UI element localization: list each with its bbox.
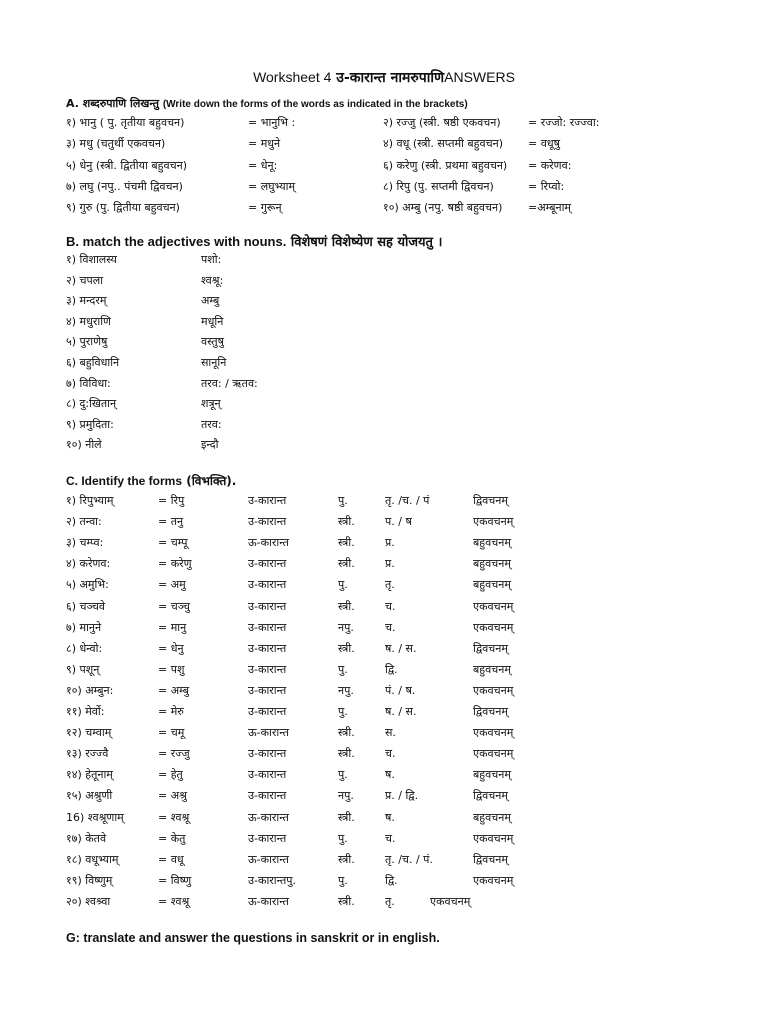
section-a-question-left: ७) लघु (नपु.. पंचमी द्विवचन) [66, 179, 183, 193]
stem-cell: = हेतु [158, 768, 183, 782]
adjective: १) विशालस्य [66, 253, 117, 266]
form-cell: १४) हेतूनाम् [66, 768, 113, 782]
stem-cell: = श्वश्रू [158, 810, 190, 824]
section-a-row [0, 134, 768, 154]
form-cell: १५) अश्रुणी [66, 789, 113, 803]
section-c-row [66, 786, 666, 806]
form-cell: १०) अम्बुन: [66, 683, 114, 697]
noun: इन्दौ [201, 438, 219, 452]
gender-cell: पु. [338, 873, 348, 887]
section-c-row [66, 744, 666, 764]
form-cell: १२) चम्वाम् [66, 726, 112, 740]
stem-cell: = श्वश्रू [158, 894, 190, 908]
section-a-answer-left: = गुरून् [248, 201, 282, 215]
number-cell: द्विवचनम् [473, 494, 508, 507]
vibhakti-cell: तृ. [385, 578, 395, 592]
noun: अम्बु [201, 294, 220, 308]
gender-cell: स्त्री. [338, 747, 355, 761]
section-a-heading-hindi: A. शब्दरुपाणि लिखन्तु [66, 97, 159, 110]
form-cell: १) रिपुभ्याम् [66, 494, 114, 507]
section-a-question-right: ६) करेणु (स्त्री. प्रथमा बहुवचन) [383, 158, 508, 172]
section-b-row [66, 415, 666, 435]
section-a-answer-right: = रज्जो: रज्ज्वा: [528, 116, 600, 129]
section-a-heading [66, 96, 468, 111]
section-c-row [66, 554, 666, 574]
number-cell: द्विवचनम् [473, 852, 508, 866]
section-a-answer-right: = वधूषु [528, 137, 560, 151]
section-a-answer-left: = लघुभ्याम् [248, 179, 296, 193]
ending-type-cell: उ-कारान्त [248, 515, 287, 529]
section-c-row [66, 512, 666, 532]
gender-cell: पु. [338, 662, 348, 676]
section-c-row [66, 597, 666, 617]
section-c-row [66, 829, 666, 849]
section-a-question-left: ५) धेनु (स्त्री. द्वितीया बहुवचन) [66, 158, 187, 172]
gender-cell: पु. [338, 831, 348, 845]
gender-cell: स्त्री. [338, 536, 355, 550]
ending-type-cell: उ-कारान्तपु. [248, 873, 297, 887]
adjective: ८) दु:खितान् [66, 397, 117, 411]
number-cell: एकवचनम् [473, 620, 514, 634]
section-a-answer-left: = धेनू: [248, 158, 278, 172]
vibhakti-cell: च. [385, 599, 396, 613]
section-b-row [66, 353, 666, 373]
adjective: ७) विविधा: [66, 376, 111, 390]
vibhakti-cell: प्र. / द्वि. [385, 789, 419, 803]
gender-cell: नपु. [338, 789, 354, 803]
ending-type-cell: उ-कारान्त [248, 641, 287, 655]
section-c-row [66, 618, 666, 638]
adjective: १०) नीले [66, 438, 102, 452]
stem-cell: = अश्रु [158, 789, 187, 803]
number-cell: एकवचनम् [473, 683, 514, 697]
noun: पशो: [201, 253, 222, 266]
adjective: ९) प्रमुदिता: [66, 417, 114, 431]
number-cell: बहुवचनम् [473, 768, 511, 782]
gender-cell: पु. [338, 494, 348, 507]
section-b-row [66, 271, 666, 291]
adjective: ४) मधुराणि [66, 314, 112, 328]
number-cell: एकवचनम् [473, 726, 514, 740]
ending-type-cell: उ-कारान्त [248, 683, 287, 697]
number-cell: बहुवचनम् [473, 662, 511, 676]
noun: तरव: / ऋतव: [201, 376, 258, 390]
ending-type-cell: ऊ-कारान्त [248, 726, 289, 740]
section-a-question-left: ९) गुरु (पु. द्वितीया बहुवचन) [66, 201, 180, 215]
ending-type-cell: उ-कारान्त [248, 578, 287, 592]
form-cell: ८) धेन्वो: [66, 641, 103, 655]
stem-cell: = रज्जु [158, 747, 190, 761]
gender-cell: स्त्री. [338, 894, 355, 908]
number-cell: द्विवचनम् [473, 705, 508, 718]
title-topic: उ-कारान्त नामरुपाणि [336, 70, 445, 86]
vibhakti-cell: प. / ष [385, 515, 412, 529]
ending-type-cell: ऊ-कारान्त [248, 894, 289, 908]
section-b-heading-english: B. match the adjectives with nouns. [66, 234, 287, 249]
vibhakti-cell: ष. [385, 810, 395, 824]
section-b-row [66, 250, 666, 270]
section-c-heading-english: C. Identify the forms [66, 474, 183, 488]
noun: श्वश्रू: [201, 273, 224, 287]
stem-cell: = धेनु [158, 641, 184, 655]
noun: शत्रून् [201, 397, 221, 411]
section-b-row [66, 332, 666, 352]
stem-cell: = मेरु [158, 705, 184, 718]
number-cell: द्विवचनम् [473, 641, 508, 655]
section-c-row [66, 639, 666, 659]
vibhakti-cell: द्वि. [385, 873, 398, 887]
stem-cell: = तनु [158, 515, 184, 529]
form-cell: १९) विष्णुम् [66, 873, 113, 887]
section-c-row [66, 491, 666, 511]
number-cell: एकवचनम् [473, 515, 514, 529]
gender-cell: स्त्री. [338, 810, 355, 824]
form-cell: ९) पशून् [66, 662, 100, 676]
section-b-row [66, 435, 666, 455]
section-a-answer-right: = रिप्वो: [528, 179, 565, 193]
title-answers: ANSWERS [444, 69, 515, 85]
gender-cell: स्त्री. [338, 852, 355, 866]
vibhakti-cell: प्र. [385, 536, 395, 550]
stem-cell: = चम्पू [158, 536, 188, 550]
vibhakti-cell: तृ. [385, 894, 395, 908]
number-cell: बहुवचनम् [473, 557, 511, 571]
vibhakti-cell: द्वि. [385, 662, 398, 676]
section-a-question-right: २) रज्जु (स्त्री. षष्ठी एकवचन) [383, 116, 501, 129]
stem-cell: = पशु [158, 662, 185, 676]
section-b-heading [66, 232, 442, 250]
adjective: २) चपला [66, 273, 104, 287]
vibhakti-cell: स. [385, 726, 396, 740]
section-c-row [66, 575, 666, 595]
section-c-row [66, 892, 666, 912]
section-c-heading [66, 472, 236, 489]
form-cell: ४) करेणव: [66, 557, 111, 571]
number-cell: बहुवचनम् [473, 536, 511, 550]
ending-type-cell: उ-कारान्त [248, 599, 287, 613]
stem-cell: = अम्बु [158, 683, 189, 697]
section-c-row [66, 702, 666, 722]
number-cell: बहुवचनम् [473, 810, 511, 824]
section-b-row [66, 312, 666, 332]
stem-cell: = केतु [158, 831, 186, 845]
vibhakti-cell: तृ. /च. / पं [385, 494, 430, 507]
gender-cell: पु. [338, 578, 348, 592]
ending-type-cell: उ-कारान्त [248, 747, 287, 761]
section-a-row [0, 198, 768, 218]
section-a-row [0, 156, 768, 176]
gender-cell: स्त्री. [338, 599, 355, 613]
number-cell: एकवचनम् [473, 873, 514, 887]
ending-type-cell: ऊ-कारान्त [248, 536, 289, 550]
section-a-answer-right: =अम्बूनाम् [528, 201, 572, 215]
form-cell: २०) श्वश्र्वा [66, 894, 111, 908]
ending-type-cell: उ-कारान्त [248, 557, 287, 571]
gender-cell: नपु. [338, 620, 354, 634]
ending-type-cell: उ-कारान्त [248, 620, 287, 634]
vibhakti-cell: ष. / स. [385, 705, 417, 718]
section-b-heading-hindi: विशेषणं विशेष्येण सह योजयतु । [290, 235, 443, 250]
form-cell: ११) मेर्वो: [66, 705, 105, 718]
noun: सानूनि [201, 356, 227, 369]
form-cell: १३) रज्ज्वै [66, 747, 109, 761]
stem-cell: = मानु [158, 620, 187, 634]
section-c-heading-hindi: (विभक्ति). [186, 474, 237, 488]
ending-type-cell: उ-कारान्त [248, 831, 287, 845]
stem-cell: = चमू [158, 726, 185, 740]
form-cell: ७) मानुने [66, 620, 102, 634]
gender-cell: स्त्री. [338, 641, 355, 655]
section-a-row [0, 177, 768, 197]
section-a-answer-left: = भानुभि : [248, 116, 296, 129]
stem-cell: = रिपु [158, 494, 185, 507]
adjective: ३) मन्दरम् [66, 294, 107, 308]
section-b-row [66, 394, 666, 414]
form-cell: २) तन्वा: [66, 515, 102, 529]
section-a-question-left: ३) मधु (चतुर्थी एकवचन) [66, 137, 166, 151]
adjective: ५) पुराणेषु [66, 335, 108, 349]
number-cell: बहुवचनम् [473, 578, 511, 592]
gender-cell: पु. [338, 768, 348, 782]
number-cell: द्विवचनम् [473, 789, 508, 803]
section-c-row [66, 808, 666, 828]
section-a-row [0, 113, 768, 133]
stem-cell: = करेणु [158, 557, 192, 571]
stem-cell: = चञ्चु [158, 599, 191, 613]
noun: वस्तुषु [201, 335, 225, 349]
ending-type-cell: ऊ-कारान्त [248, 810, 289, 824]
form-cell: ६) चञ्चवे [66, 599, 105, 613]
ending-type-cell: उ-कारान्त [248, 768, 287, 782]
section-c-row [66, 681, 666, 701]
section-c-row [66, 723, 666, 743]
section-b-row [66, 374, 666, 394]
title-worksheet-number: Worksheet 4 [253, 69, 332, 85]
vibhakti-cell: तृ. /च. / पं. [385, 852, 433, 866]
section-a-answer-left: = मधुने [248, 137, 281, 151]
section-a-question-right: ८) रिपु (पु. सप्तमी द्विवचन) [383, 179, 494, 193]
ending-type-cell: उ-कारान्त [248, 705, 287, 718]
section-c-row [66, 533, 666, 553]
section-c-row [66, 765, 666, 785]
vibhakti-cell: च. [385, 620, 396, 634]
worksheet-title [0, 68, 768, 87]
ending-type-cell: उ-कारान्त [248, 789, 287, 803]
form-cell: १७) केतवे [66, 831, 107, 845]
ending-type-cell: उ-कारान्त [248, 662, 287, 676]
section-a-answer-right: = करेणव: [528, 158, 572, 172]
section-b-row [66, 291, 666, 311]
number-cell: एकवचनम् [473, 747, 514, 761]
form-cell: ५) अमुभि: [66, 578, 109, 592]
form-cell: 16) श्वश्रूणाम् [66, 810, 124, 824]
vibhakti-cell: ष. / स. [385, 641, 417, 655]
form-cell: ३) चम्प्व: [66, 536, 104, 550]
section-g-heading: G: translate and answer the questions in sanskrit or in english. [66, 931, 440, 945]
vibhakti-cell: ष. [385, 768, 395, 782]
section-a-question-right: १०) अम्बु (नपु. षष्ठी बहुवचन) [383, 201, 503, 215]
section-a-question-left: १) भानु ( पु. तृतीया बहुवचन) [66, 116, 185, 129]
vibhakti-cell: च. [385, 831, 396, 845]
section-c-row [66, 850, 666, 870]
adjective: ६) बहुविधानि [66, 356, 120, 369]
ending-type-cell: उ-कारान्त [248, 494, 287, 507]
number-cell: एकवचनम् [473, 599, 514, 613]
noun: मधूनि [201, 314, 224, 328]
vibhakti-cell: प्र. [385, 557, 395, 571]
vibhakti-cell: च. [385, 747, 396, 761]
stem-cell: = विष्णु [158, 873, 192, 887]
stem-cell: = वधू [158, 852, 184, 866]
section-c-row [66, 871, 666, 891]
gender-cell: नपु. [338, 683, 354, 697]
ending-type-cell: ऊ-कारान्त [248, 852, 289, 866]
stem-cell: = अमु [158, 578, 186, 592]
section-a-question-right: ४) वधू (स्त्री. सप्तमी बहुवचन) [383, 137, 504, 151]
gender-cell: स्त्री. [338, 557, 355, 571]
section-a-heading-note: (Write down the forms of the words as indicated in the brackets) [162, 99, 468, 110]
gender-cell: स्त्री. [338, 515, 355, 529]
gender-cell: पु. [338, 705, 348, 718]
number-cell: एकवचनम् [430, 894, 471, 908]
form-cell: १८) वधूभ्याम् [66, 852, 119, 866]
noun: तरव: [201, 417, 222, 431]
section-c-row [66, 660, 666, 680]
number-cell: एकवचनम् [473, 831, 514, 845]
vibhakti-cell: पं. / ष. [385, 683, 416, 697]
gender-cell: स्त्री. [338, 726, 355, 740]
